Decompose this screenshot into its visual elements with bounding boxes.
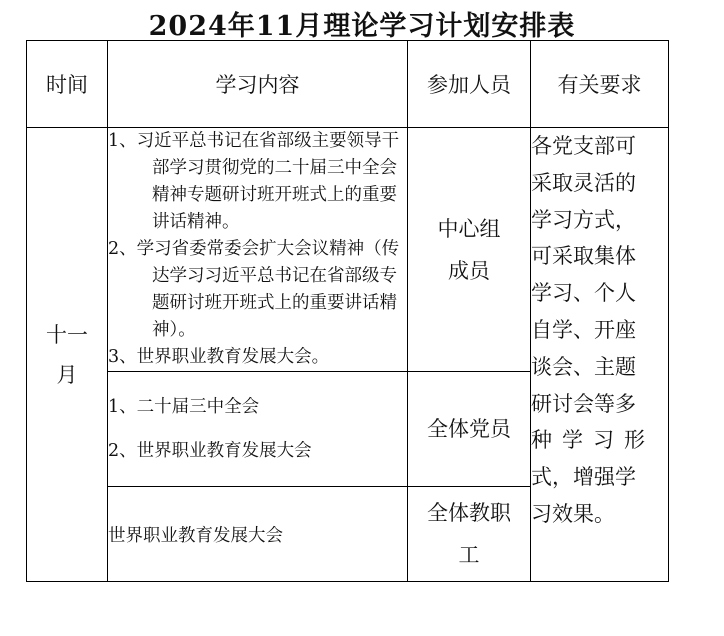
header-participants: 参加人员 bbox=[408, 41, 531, 128]
requirements-cell bbox=[531, 128, 669, 582]
requirements-line: 习效果。 bbox=[531, 501, 615, 526]
requirements-line: 谈会、主题 bbox=[531, 354, 636, 379]
participants-line: 全体党员 bbox=[427, 417, 511, 441]
study-plan-table bbox=[26, 40, 669, 582]
requirements-line: 学习、个人 bbox=[531, 281, 636, 306]
participants-cell bbox=[408, 487, 531, 582]
requirements-line: 自学、开座 bbox=[531, 317, 636, 342]
table-header-row bbox=[27, 41, 669, 128]
requirements-line: 种学习形 bbox=[531, 428, 655, 453]
list-item: 1、习近平总书记在省部级主要领导干部学习贯彻党的二十届三中全会精神专题研讨班开班式上的重要讲话精神。 bbox=[108, 131, 400, 232]
header-content: 学习内容 bbox=[108, 41, 408, 128]
requirements-line: 式，增强学 bbox=[531, 465, 636, 490]
header-requirements: 有关要求 bbox=[531, 41, 669, 128]
requirements-line: 学习方式， bbox=[531, 207, 636, 232]
list-item: 2、学习省委常委会扩大会议精神（传达学习习近平总书记在省部级专题研讨班开班式上的重要讲话精神）。 bbox=[108, 239, 400, 340]
list-item: 世界职业教育发展大会 bbox=[108, 525, 283, 546]
participants-line: 全体教职 bbox=[427, 501, 511, 525]
list-item: 1、二十届三中全会 bbox=[108, 397, 260, 417]
requirements-line: 采取灵活的 bbox=[531, 170, 636, 195]
participants-cell bbox=[408, 372, 531, 487]
list-item: 2、世界职业教育发展大会 bbox=[108, 441, 312, 461]
participants-line: 成员 bbox=[448, 258, 490, 283]
participants-line: 工 bbox=[458, 543, 480, 567]
requirements-line: 研讨会等多 bbox=[531, 391, 636, 416]
month-line: 十一 bbox=[46, 322, 88, 347]
table-row bbox=[27, 128, 669, 372]
participants-line: 中心组 bbox=[437, 216, 501, 241]
participants-cell bbox=[408, 128, 531, 372]
content-cell bbox=[108, 128, 408, 372]
month-cell bbox=[27, 128, 108, 582]
header-time: 时间 bbox=[27, 41, 108, 128]
requirements-line: 可采取集体 bbox=[531, 244, 636, 269]
requirements-line: 各党支部可 bbox=[531, 134, 636, 158]
list-item: 3、世界职业教育发展大会。 bbox=[108, 347, 330, 367]
content-cell bbox=[108, 372, 408, 487]
content-cell bbox=[108, 487, 408, 582]
month-line: 月 bbox=[56, 362, 78, 387]
page-title: 2024年11月理论学习计划安排表 bbox=[148, 11, 576, 42]
